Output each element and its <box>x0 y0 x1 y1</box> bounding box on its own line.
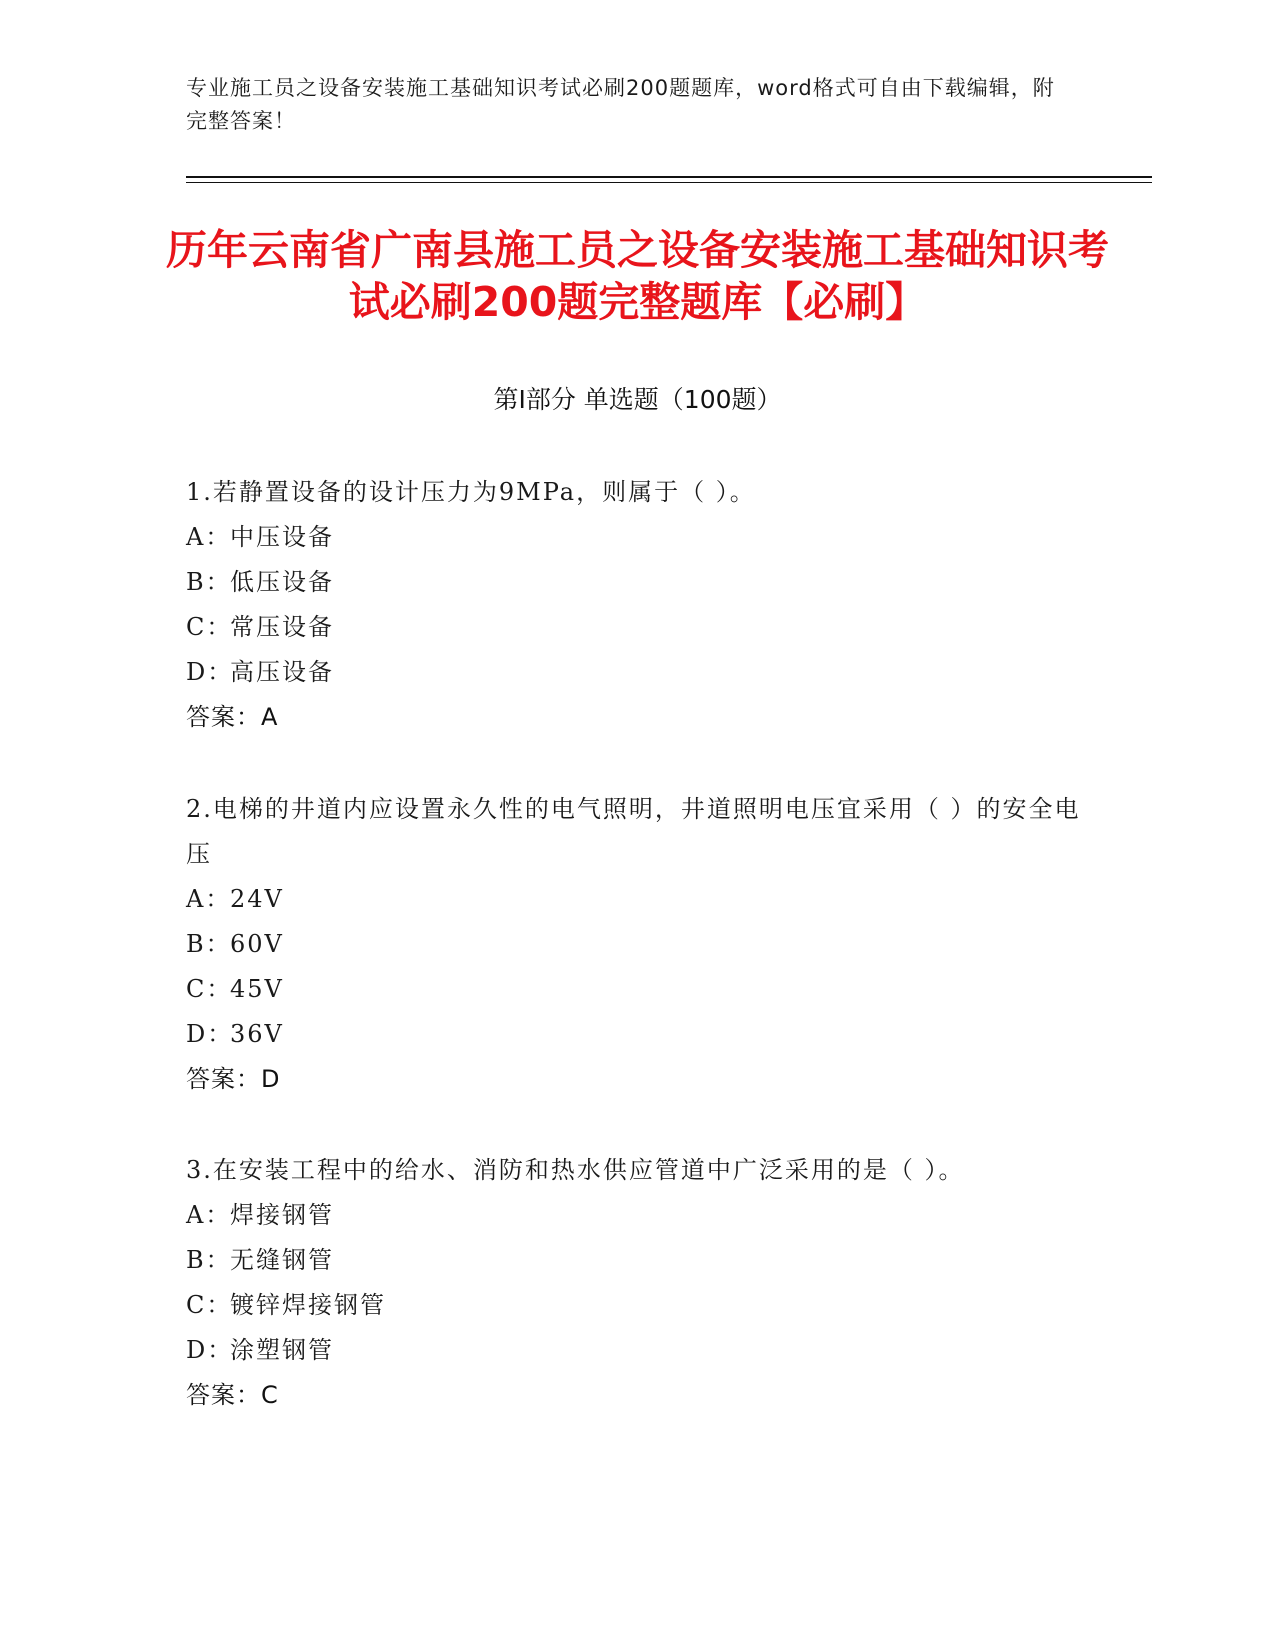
option-text: 24V <box>230 885 284 913</box>
option-d <box>186 650 1086 695</box>
option-key: D： <box>186 658 234 686</box>
option-key: D： <box>186 1336 234 1364</box>
question-2 <box>186 787 1086 1102</box>
question-1 <box>186 470 1086 740</box>
option-key: A： <box>186 1201 232 1229</box>
question-stem: 3.在安装工程中的给水、消防和热水供应管道中广泛采用的是（ ）。 <box>186 1156 965 1184</box>
option-key: A： <box>186 523 232 551</box>
option-key: A： <box>186 885 232 913</box>
option-text: 涂塑钢管 <box>230 1336 334 1364</box>
document-title: 历年云南省广南县施工员之设备安装施工基础知识考试必刷200题完整题库【必刷】 <box>166 226 1109 326</box>
option-a <box>186 1193 1086 1238</box>
section-heading: 第I部分 单选题（100题） <box>493 385 782 414</box>
header-divider-thick <box>186 176 1152 178</box>
answer-line: 答案：D <box>186 1065 281 1093</box>
option-text: 焊接钢管 <box>230 1201 334 1229</box>
option-c <box>186 967 1086 1012</box>
option-text: 60V <box>230 930 284 958</box>
question-stem: 1.若静置设备的设计压力为9MPa，则属于（ ）。 <box>186 478 756 506</box>
option-text: 低压设备 <box>230 568 334 596</box>
header-note: 专业施工员之设备安装施工基础知识考试必刷200题题库，word格式可自由下载编辑，附完整答案！ <box>186 76 1055 133</box>
option-c <box>186 1283 1086 1328</box>
answer-line: 答案：C <box>186 1381 279 1409</box>
question-3 <box>186 1148 1086 1418</box>
option-text: 高压设备 <box>230 658 334 686</box>
option-text: 无缝钢管 <box>230 1246 334 1274</box>
option-d <box>186 1328 1086 1373</box>
option-key: D： <box>186 1020 234 1048</box>
option-text: 45V <box>230 975 284 1003</box>
header-divider-thin <box>186 182 1152 183</box>
option-key: C： <box>186 1291 233 1319</box>
option-b <box>186 560 1086 605</box>
option-a <box>186 515 1086 560</box>
answer-line: 答案：A <box>186 703 279 731</box>
option-b <box>186 922 1086 967</box>
option-d <box>186 1012 1086 1057</box>
question-stem: 2.电梯的井道内应设置永久性的电气照明，井道照明电压宜采用（ ）的安全电压 <box>186 795 1081 868</box>
option-text: 常压设备 <box>230 613 334 641</box>
option-text: 36V <box>230 1020 284 1048</box>
option-c <box>186 605 1086 650</box>
option-key: B： <box>186 930 232 958</box>
option-key: C： <box>186 975 233 1003</box>
option-b <box>186 1238 1086 1283</box>
option-key: B： <box>186 1246 232 1274</box>
option-key: B： <box>186 568 232 596</box>
option-text: 中压设备 <box>230 523 334 551</box>
option-a <box>186 877 1086 922</box>
option-text: 镀锌焊接钢管 <box>230 1291 386 1319</box>
option-key: C： <box>186 613 233 641</box>
